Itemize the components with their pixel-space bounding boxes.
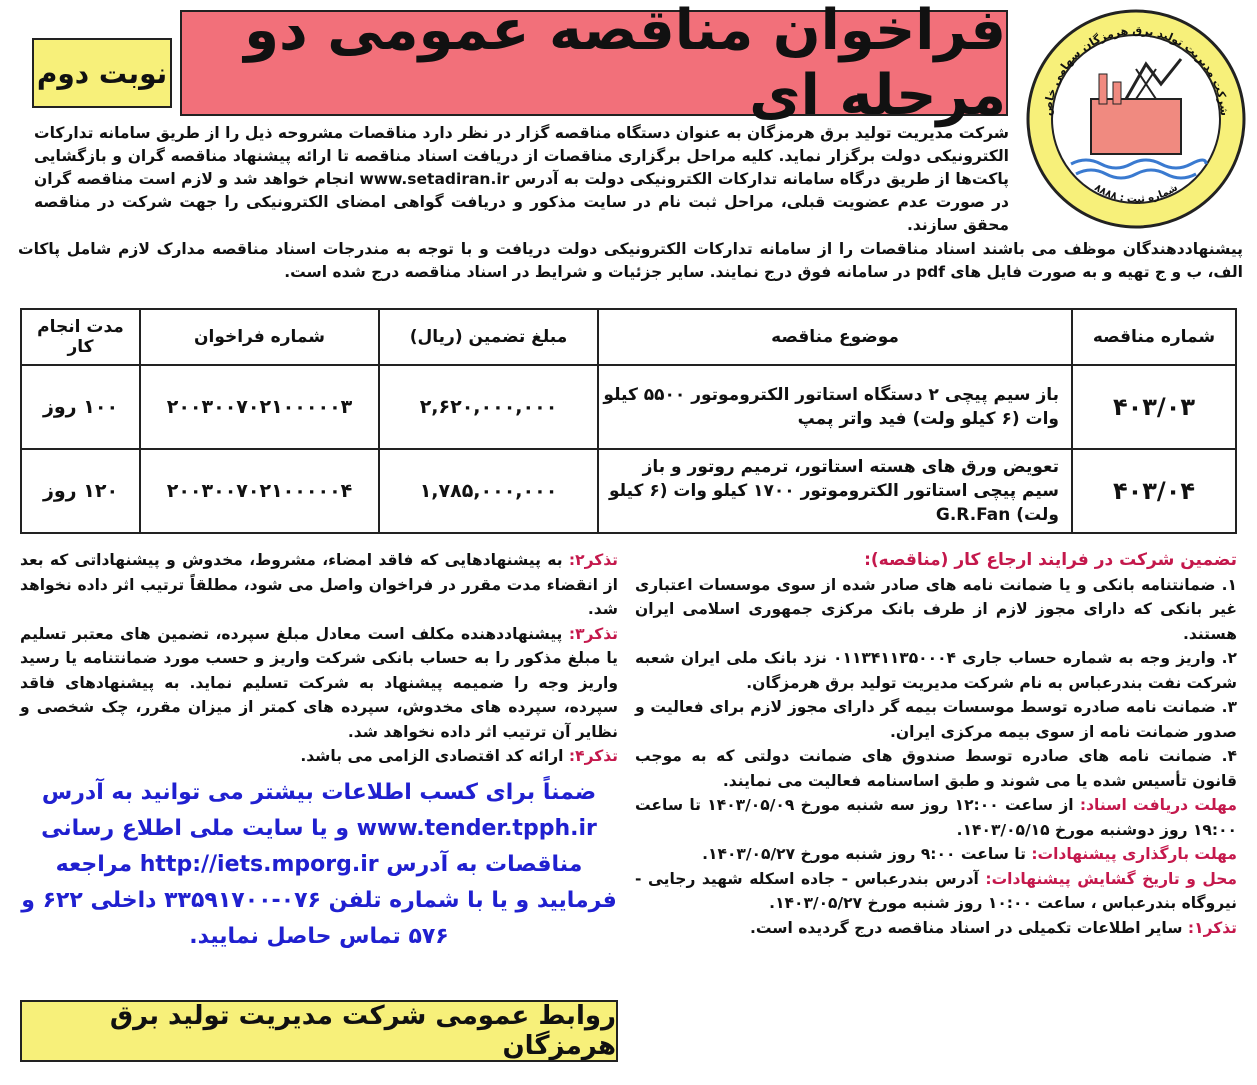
note-3 — [20, 622, 618, 745]
intro-paragraph-2: پیشنهاددهندگان موظف می باشند اسناد مناقصات را از سامانه تدارکات الکترونیکی دولت دریافت و با توجه به مندرجات اسناد مناقصه مدارک لازم شامل پاکات الف، ب و ج تهیه و به صورت فایل های pdf در سامانه فوق درج نمایند. سایر جزئیات و شرایط در اسناد مناقصه درج شده است. — [18, 240, 1243, 281]
notice-title: فراخوان مناقصه عمومی دو مرحله ای — [244, 0, 1006, 128]
guarantee-item-2: ۲. واریز وجه به شماره حساب جاری ۰۱۱۳۴۱۱۳۵۰۰۰۴ نزد بانک ملی ایران شعبه شرکت نفت بندرعباس به نام شرکت مدیریت تولید برق هرمزگان. — [635, 649, 1238, 692]
logo-text: شرکت مدیریت تولید برق هرمزگان سهامی خاص — [1040, 23, 1232, 117]
header-duration: مدت انجام کار — [21, 309, 140, 365]
tender-subject: تعویض ورق های هسته استاتور، ترمیم روتور و باز سیم پیچی استاتور الکتروموتور ۱۷۰۰ کیلو وات (۶ کیلو ولت) G.R.Fan — [598, 449, 1072, 533]
round-label: نوبت دوم — [36, 56, 168, 90]
header-subject: موضوع مناقصه — [598, 309, 1072, 365]
guarantee-item-1: ۱. ضمانتنامه بانکی و یا ضمانت نامه های صادر شده از سوی موسسات اعتباری غیر بانکی که دارای مجوز لازم از طرف بانک مرکزی جمهوری اسلامی ایران هستند. — [635, 575, 1237, 643]
note-1 — [635, 916, 1237, 941]
footer-banner — [20, 1000, 618, 1062]
title-banner — [180, 0, 1008, 128]
logo-registration: شماره ثبت : ۸۸۸۸ — [1092, 182, 1180, 206]
header-call-number: شماره فراخوان — [140, 309, 379, 365]
guarantee-item-4: ۴. ضمانت نامه های صادره توسط صندوق های ضمانت دولتی که به موجب قانون تأسیس شده یا می شوند و طبق اساسنامه فعالیت می نمایند. — [635, 747, 1237, 790]
tenders-table — [20, 308, 1237, 534]
opening-label: محل و تاریخ گشایش پیشنهادات: — [985, 869, 1237, 888]
guarantee-item-3: ۳. ضمانت نامه صادره توسط موسسات بیمه گر دارای مجوز لازم برای فعالیت و صدور ضمانت نامه از سوی بیمه مرکزی ایران. — [635, 698, 1237, 741]
table-header-row — [21, 309, 1236, 365]
table-row — [21, 449, 1236, 533]
document-deadline-label: مهلت دریافت اسناد: — [1079, 796, 1237, 814]
header-guarantee: مبلغ تضمین (ریال) — [379, 309, 598, 365]
round-badge — [32, 38, 172, 108]
note-3-label: تذکر۳: — [568, 624, 618, 643]
tender-number: ۴۰۳/۰۳ — [1072, 365, 1236, 449]
note-2 — [20, 548, 618, 622]
footer-text: روابط عمومی شرکت مدیریت تولید برق هرمزگان — [109, 1001, 616, 1061]
tender-call-number: ۲۰۰۳۰۰۷۰۲۱۰۰۰۰۰۳ — [140, 365, 379, 449]
note-4-label: تذکر۴: — [568, 747, 618, 765]
company-logo-icon — [1021, 4, 1251, 234]
note-1-label: تذکر۱: — [1187, 918, 1237, 937]
note-1-text: سایر اطلاعات تکمیلی در اسناد مناقصه درج گردیده است. — [750, 918, 1183, 937]
document-deadline-text: از ساعت ۱۲:۰۰ روز سه شنبه مورخ ۱۴۰۳/۰۵/۰۹ تا ساعت ۱۹:۰۰ روز دوشنبه مورخ ۱۴۰۳/۰۵/۱۵. — [635, 796, 1237, 839]
note-2-label: تذکر۲: — [568, 551, 618, 569]
opening-text: آدرس بندرعباس - جاده اسکله شهید رجایی - نیروگاه بندرعباس ، ساعت ۱۰:۰۰ روز شنبه مورخ ۱۴۰۳/۰۵/۲۷. — [635, 869, 1237, 912]
upload-deadline-text: تا ساعت ۹:۰۰ روز شنبه مورخ ۱۴۰۳/۰۵/۲۷. — [702, 845, 1026, 863]
table-row — [21, 365, 1236, 449]
notes-column — [20, 548, 618, 955]
upload-deadline — [635, 842, 1237, 867]
header-tender-number: شماره مناقصه — [1072, 309, 1236, 365]
tender-subject: باز سیم پیچی ۲ دستگاه استاتور الکتروموتور ۵۵۰۰ کیلو وات (۶ کیلو ولت) فید واتر پمپ — [598, 365, 1072, 449]
note-4 — [20, 744, 618, 769]
tender-number: ۴۰۳/۰۴ — [1072, 449, 1236, 533]
guarantee-column — [635, 548, 1237, 940]
note-2-text: به پیشنهادهایی که فاقد امضاء، مشروط، مخدوش و پیشنهاداتی که بعد از انقضاء مدت مقرر در فراخوان واصل می شود، مطلقاً ترتیب اثر داده نخواهد شد. — [20, 551, 618, 618]
note-4-text: ارائه کد اقتصادی الزامی می باشد. — [300, 747, 564, 765]
note-3-text: پیشنهاددهنده مکلف است معادل مبلغ سپرده، تضمین های معتبر تسلیم یا مبلغ مذکور را به حساب بانکی شرکت واریز و حسب مورد ضمانتنامه یا رسید واریز وجه را ضمیمه پیشنهاد به شرکت تسلیم نماید. به پیشنهادهای فاقد سپرده، سپرده های مخدوش، سپرده های کمتر از میزان مقرر، چک شخصی و نظایر آن ترتیب اثر داده نخواهد شد. — [20, 624, 618, 741]
intro-paragraph: شرکت مدیریت تولید برق هرمزگان به عنوان دستگاه مناقصه گزار در نظر دارد مناقصات مشروحه ذیل را از طریق سامانه تدارکات الکترونیکی دولت برگزار نماید. کلیه مراحل برگزاری مناقصات از دریافت اسناد مناقصه تا ارائه پیشنهاد مناقصه گران و بازگشایی پاکت‌ها از طریق درگاه سامانه تدارکات الکترونیکی دولت به آدرس www.setadiran.ir انجام خواهد شد و لازم است مناقصه گران در صورت عدم عضویت قبلی، مراحل ثبت نام در سایت مذکور و دریافت گواهی امضای الکترونیکی را جهت شرکت در مناقصه محقق سازند. — [34, 124, 1009, 234]
tender-duration: ۱۰۰ روز — [21, 365, 140, 449]
tender-guarantee: ۱,۷۸۵,۰۰۰,۰۰۰ — [379, 449, 598, 533]
tender-duration: ۱۲۰ روز — [21, 449, 140, 533]
guarantee-heading: تضمین شرکت در فرایند ارجاع کار (مناقصه): — [864, 550, 1237, 570]
contact-info: ضمناً برای کسب اطلاعات بیشتر می توانید به آدرس www.tender.tpph.ir و یا سایت ملی اطلاع رسانی مناقصات به آدرس http://iets.mporg.ir مراجعه فرمایید و یا با شماره تلفن ۰۷۶-۳۳۵۹۱۷۰۰ داخلی ۶۲۲ و ۵۷۶ تماس حاصل نمایید. — [21, 779, 617, 949]
document-deadline — [635, 793, 1237, 842]
tender-guarantee: ۲,۶۲۰,۰۰۰,۰۰۰ — [379, 365, 598, 449]
opening-info — [635, 867, 1237, 916]
tender-call-number: ۲۰۰۳۰۰۷۰۲۱۰۰۰۰۰۴ — [140, 449, 379, 533]
upload-deadline-label: مهلت بارگذاری پیشنهادات: — [1031, 845, 1237, 863]
